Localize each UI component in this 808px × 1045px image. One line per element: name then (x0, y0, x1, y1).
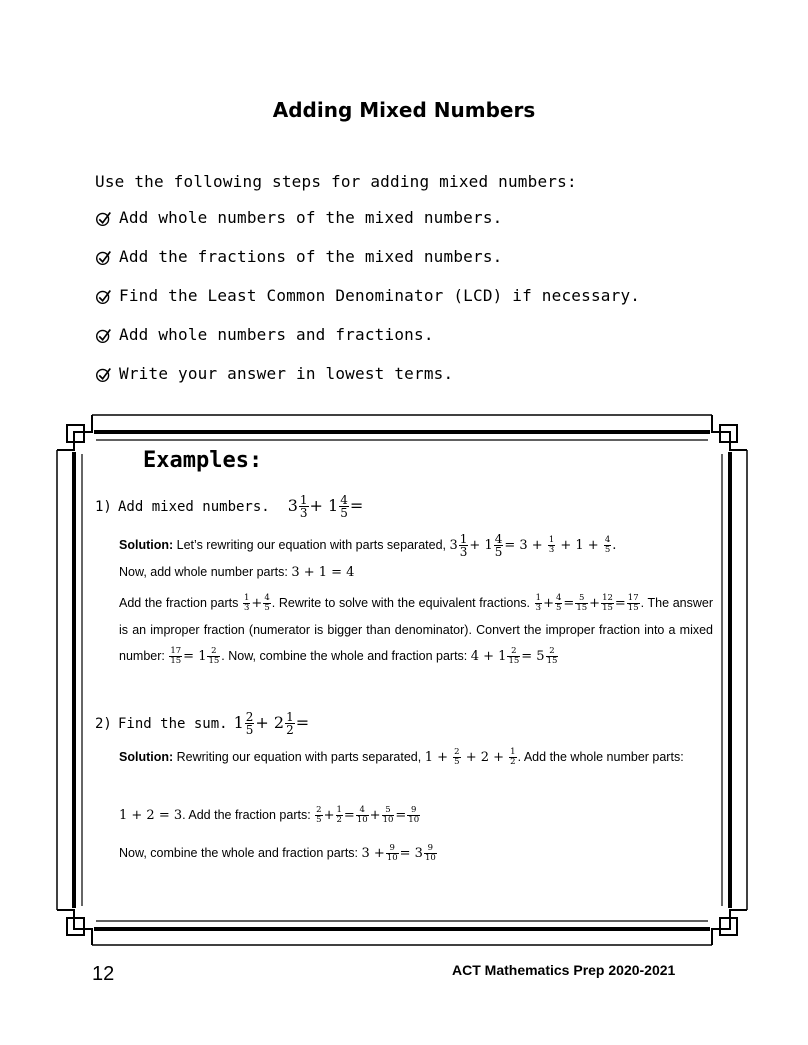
step-label: Add whole numbers of the mixed numbers. (119, 208, 503, 227)
whole-sum: 3 + 1 = 4 (291, 565, 355, 580)
problem-expression: 3 $\frac{1}{3}$ + 1 $\frac{4}{5}$ = (287, 493, 364, 520)
step-label: Add whole numbers and fractions. (119, 325, 434, 344)
checkbox-check-icon (95, 210, 112, 227)
step-item (95, 364, 640, 403)
solution-2: Solution: Rewriting our equation with parts separated, 1 + $\frac{2}{5}$ + 2 + $\frac{1}{2}$ . Add the whole number parts: (119, 747, 684, 767)
page-title: Adding Mixed Numbers (272, 98, 536, 122)
fraction-step-2: 1 + 2 = 3. Add the fraction parts: $\frac{2}{5}$ + $\frac{1}{2}$ = $\frac{4}{10}$ + $\frac{5}{10}$ = $\frac{9}{10}$ (119, 805, 420, 825)
step-label: Write your answer in lowest terms. (119, 364, 454, 383)
problem-expression: 1 $\frac{2}{5}$ + 2 $\frac{1}{2}$ = (233, 710, 310, 737)
step-item (95, 325, 640, 364)
solution-text: . Now, combine the whole and fraction parts: (221, 649, 468, 663)
solution-text: Let’s rewriting our equation with parts separated, (176, 538, 447, 552)
problem-1 (95, 494, 363, 519)
solution-text: Add the fraction parts (119, 596, 239, 610)
solution-text: . Add the fraction parts: (182, 808, 311, 822)
solution-1: Solution: Let’s rewriting our equation with parts separated, 3 $\frac{1}{3}$ + 1 $\frac{4}{5}$ = 3 + $\frac{1}{3}$ + 1 + $\frac{4}{5}$ . Now, add whole number parts: 3 + 1 = 4 (119, 532, 617, 580)
problem-number: 1) (95, 498, 112, 515)
checkbox-check-icon (95, 327, 112, 344)
examples-heading: Examples: (143, 448, 263, 473)
solution-label: Solution: (119, 750, 174, 764)
checkbox-check-icon (95, 366, 112, 383)
fraction-step-1: Add the fraction parts $\frac{1}{3}$ + $\frac{4}{5}$ . Rewrite to solve with the equivalent fractions. $\frac{1}{3}$ + $\frac{4}{5}$ = $\frac{5}{15}$ + $\frac{12}{15}$ = $\frac{17}{15}$ . The answer is an improper fraction (numerator is bigger than denominator). Convert the improper fraction into a mixed number: $\frac{17}{15}$ = 1 $\frac{2}{15}$ . Now, combine the whole and fraction parts: 4 + 1 $\frac{2}{15}$ = 5 $\frac{2}{15}$ (119, 593, 713, 666)
checkbox-check-icon (95, 249, 112, 266)
problem-prompt: Find the sum. (118, 715, 228, 732)
step-item (95, 208, 640, 247)
solution-text: Now, combine the whole and fraction parts: (119, 846, 359, 860)
decorative-border (52, 410, 752, 950)
combine-step-2: Now, combine the whole and fraction parts: 3 + $\frac{9}{10}$ = 3 $\frac{9}{10}$ (119, 843, 436, 863)
problem-prompt: Add mixed numbers. (118, 498, 270, 515)
step-item (95, 247, 640, 286)
solution-text: . Rewrite to solve with the equivalent fractions. (271, 596, 531, 610)
steps-list (95, 208, 640, 403)
problem-2 (95, 711, 309, 736)
intro-text: Use the following steps for adding mixed numbers: (95, 172, 577, 191)
problem-number: 2) (95, 715, 112, 732)
solution-label: Solution: (119, 538, 174, 552)
footer-title: ACT Mathematics Prep 2020-2021 (452, 962, 676, 978)
checkbox-check-icon (95, 288, 112, 305)
step-label: Find the Least Common Denominator (LCD) if necessary. (119, 286, 641, 305)
step-label: Add the fractions of the mixed numbers. (119, 247, 503, 266)
page-number: 12 (92, 963, 115, 985)
solution-text: . Add the whole number parts: (517, 750, 684, 764)
solution-text: Rewriting our equation with parts separated, (176, 750, 422, 764)
solution-text: . The answer is an improper fraction (numerator is bigger than denominator). Convert the improper fraction into a mixed number: (119, 596, 713, 663)
whole-sum: 1 + 2 = 3 (119, 808, 183, 823)
solution-text: Now, add whole number parts: (119, 565, 288, 579)
step-item (95, 286, 640, 325)
